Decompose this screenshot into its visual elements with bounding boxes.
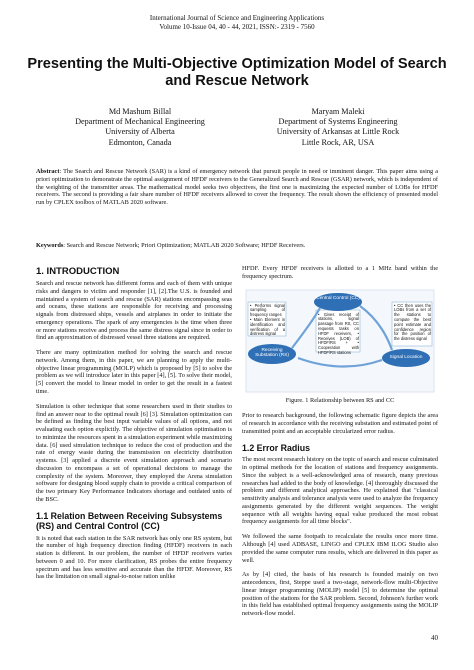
abstract-text: : The Search and Rescue Network (SAR) is a kind of emergency network that pursuit people in need or imminent danger. This paper aims using a priori optimization to demonstrate the optimal assignment of HFDF receivers to the Generalized Search and Rescue (GSAR) network, which is independent of the weighting of the transmitter areas. The mathematical model seeks two objectives, the first one is maximizing the expected number of LOBs for HFDF receivers. The second is providing a fair share number of HFDF receivers allowed to cover the frequency. The result shown the efficiency of presented model run by CPLEX toolbox of MATLAB 2020 software. xyxy=(36,168,438,207)
author-department: Department of Systems Engineering xyxy=(278,117,398,127)
author-university: University of Arkansas at Little Rock xyxy=(276,127,400,137)
paragraph: We followed the same footpath to recalculate the results once more time. Although [4] used ADBASE, LINGO and CPLEX IBM ILOG Studio also provided the same computer runs results, which are delivered in this paper as well. xyxy=(242,533,438,564)
journal-volume: Volume 10-Issue 04, 40 - 44, 2021, ISSN:- 2319 - 7560 xyxy=(159,22,315,31)
signal-label: Signal Location xyxy=(389,354,423,360)
rs-bullets: • Performs signal sampling of frequency ranges • Main Element in identification and verification of a distress signal xyxy=(250,302,285,337)
author-block-2 xyxy=(238,107,438,148)
signal-bullets: • CC then uses the LOBs from a set of the stations to compute the best point estimate and confidence region for the position of the distress signal xyxy=(394,302,431,342)
paper-title: Presenting the Multi-Objective Optimization Model of Search and Rescue Network xyxy=(27,56,447,89)
journal-name: International Journal of Science and Engineering Applications xyxy=(149,14,325,22)
author-name: Md Mashum Billal xyxy=(108,107,172,116)
cc-label: Central Control (CC) xyxy=(316,295,360,301)
right-column xyxy=(242,265,438,618)
journal-header xyxy=(0,14,474,31)
rs-label: Receiving Substation (RS) xyxy=(255,347,289,359)
page-number: 40 xyxy=(431,634,438,642)
keywords-label: Keywords xyxy=(36,242,64,249)
keywords-text: : Search and Rescue Network; Priori Optimization; MATLAB 2020 Software; HFDF Receivers. xyxy=(63,242,306,249)
author-university: University of Alberta xyxy=(105,127,175,137)
paragraph: Search and rescue network has different forms and each of them with unique risks and dangers to victim and responder [1], [2].The U.S. is founded and maintained a system of search and rescue (SAR) stations encompassing seas and oceans, these stations are responsible for receiving and processing signals from distressed ships, vessels and airplanes in order to initiate the emergency operations. The spark of any emergencies is the time when three or more stations receive and process the same distress signal since in order to find an approximation of distressed vessel three stations are required. xyxy=(36,280,232,342)
paragraph: There are many optimization method for solving the search and rescue network. Among them, in this paper, we are planning to apply the multi-objective linear programming (MOLP) which is proposed by [5] to solve the problem as we will introduce later in this paper [4], [5]. To solve their model, [5] convert the model to linear model in order to get the result in a fastest time. xyxy=(36,349,232,395)
paragraph: HFDF. Every HFDF receivers is allotted to a 1 MHz band within the frequency spectrum. xyxy=(242,265,438,280)
paragraph: Simulation is other technique that some researchers used in their studies to find an answer near to the optimal result [6] [3]. Simulation optimization can be defined as finding the best input variable values of all options, and not evaluating each option explicitly. The objective of simulation optimisation is to minimize the resources spent in a simulation experiment while maximizing data. [6] used simulation technique to reduce the cost of production and the rate of energy waste during the transmission on electricity distribution systems. [3] applied a discrete event simulation approach and scenario discussion to encompass a set of operational decisions to manage the complexity of the system. Moreover, they employed the Arena simulation software for designing blood supply chain to provide a critical comparison of the two primary Key Performance Indicators shortage and outdated units of the BSC. xyxy=(36,402,232,503)
paragraph: Prior to research background, the following schematic figure depicts the area of research in accordance with the receiving substation and estimated point of transmitted point and an acceptable circularized error radius. xyxy=(242,412,439,435)
keywords xyxy=(36,242,438,250)
section-heading-introduction: 1. INTRODUCTION xyxy=(36,266,120,277)
paragraph: It is noted that each station in the SAR network has only one RS system, but the number of high frequency direction finding (HFDF) receivers in each station is different. In our problem, the number of HFDF receivers varies between 0 and 10. For more clarification, RS probes the entire frequency spectrum and has less sensitive and accurate than the HFDF. Moreover, RS has the limitation on small signal-to-noise ration unlike xyxy=(36,534,232,581)
author-block-1 xyxy=(40,107,240,148)
left-column xyxy=(36,266,232,581)
author-location: Little Rock, AR, USA xyxy=(301,137,375,147)
subsection-heading-error-radius: 1.2 Error Radius xyxy=(242,442,310,453)
subsection-heading-relation: 1.1 Relation Between Receiving Subsystems (RS) and Central Control (CC) xyxy=(36,510,223,532)
paragraph: The most recent research history on the topic of search and rescue culminated in optimal methods for the location of stations and frequency assignments. Since the subject is a well-acknowledged area of research, many previous researches had added to the body of knowledge. [4] thoroughly discussed the problem and different analytical approaches. He explained that "classical sensitivity analysis and tolerance analysis were used to analyze the frequency assignments generated by the different weight sequences. The weight sequence with all weights having equal value produced the most robust frequency assignments for all time blocks". xyxy=(242,456,438,526)
author-department: Department of Mechanical Engineering xyxy=(75,117,205,127)
author-location: Edmonton, Canada xyxy=(108,137,172,147)
figure-rs-cc-relationship xyxy=(242,288,438,394)
abstract xyxy=(36,168,438,207)
cc-bullets: • Gives receipt of stations, signal passage from RS, CC requests tasks on HFDF receivers, • Receives (LOB) of HFDF/RS + • Cooperation with HFDF/RS stations xyxy=(318,311,359,356)
author-name: Maryam Maleki xyxy=(311,107,365,116)
paragraph: As by [4] cited, the basis of his research is founded mainly on two antecedences, first, Steppe used a two-stage, network-flow multi-Objective linear integer programming (MOLIP) model [5] to determine the optimal position of the stations for the SAR problem. Second, Johnson's further work in this field has established optimal frequency assignments using the MOLIP network-flow model. xyxy=(242,571,438,618)
figure-caption: Figure. 1 Relationship between RS and CC xyxy=(285,396,395,404)
abstract-label: Abstract xyxy=(36,168,60,175)
